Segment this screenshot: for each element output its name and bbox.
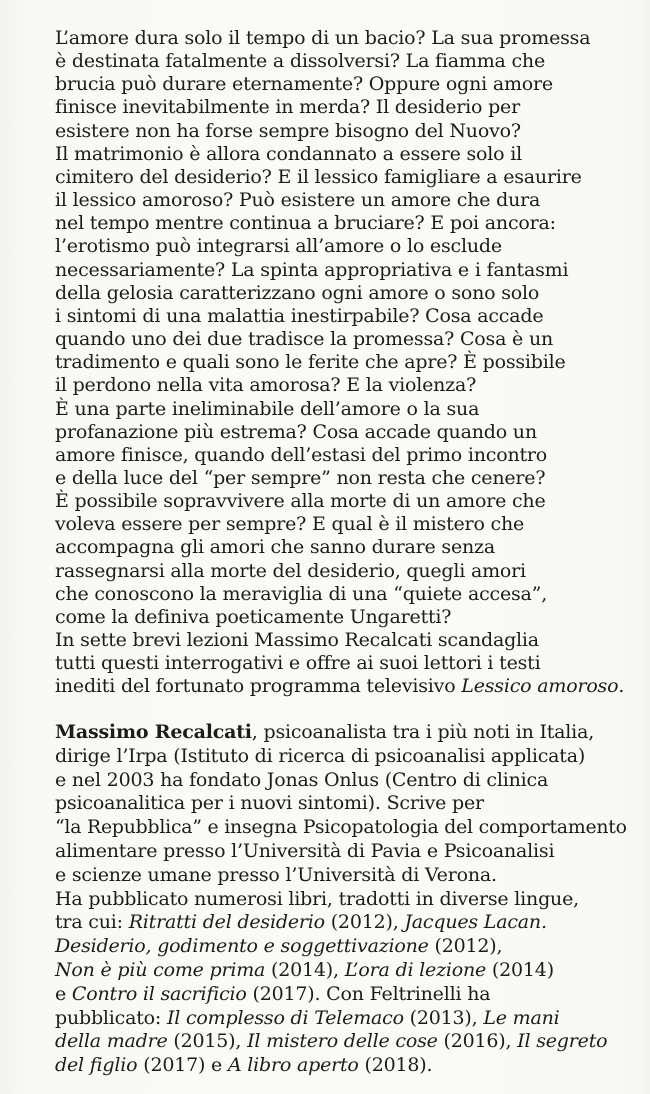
text-segment: cimitero del desiderio? E il lessico famigliare a esaurire (55, 165, 582, 188)
text-line (55, 421, 627, 444)
text-segment: È possibile sopravvivere alla morte di un amore che (55, 490, 546, 513)
author-bio-paragraph (55, 721, 627, 1078)
text-segment: accompagna gli amori che sanno durare senza (55, 536, 495, 559)
text-line (55, 282, 627, 305)
text-line (55, 351, 627, 374)
text-line (55, 96, 627, 119)
text-line (55, 911, 627, 935)
text-segment: e scienze umane presso l’Università di Verona. (55, 863, 497, 886)
text-segment: Il complesso di Telemaco (166, 1006, 404, 1029)
text-segment: e della luce del “per sempre” non resta che cenere? (55, 466, 546, 489)
text-line (55, 166, 627, 189)
text-segment: , psicoanalista tra i più noti in Italia, (251, 721, 595, 743)
synopsis-paragraph (55, 27, 627, 699)
text-line (55, 305, 627, 328)
text-segment: tutti questi interrogativi e offre ai suoi lettori i testi (55, 652, 541, 675)
text-line (55, 864, 627, 888)
text-line (55, 959, 627, 983)
text-segment: Le mani (483, 1006, 560, 1029)
text-segment: Jacques Lacan. (404, 911, 547, 934)
text-segment: Non è più come prima (55, 958, 266, 981)
text-segment: . (618, 675, 625, 698)
text-segment: il perdono nella vita amorosa? E la violenza? (55, 374, 477, 397)
text-line (55, 745, 627, 769)
text-segment: dirige l’Irpa (Istituto di ricerca di psicoanalisi applicata) (55, 744, 586, 767)
text-segment: inediti del fortunato programma televisivo (55, 675, 462, 698)
text-segment: voleva essere per sempre? E qual è il mistero che (55, 513, 525, 536)
text-segment: Massimo Recalcati (55, 721, 252, 743)
text-line (55, 374, 627, 397)
text-segment: Il segreto (517, 1030, 608, 1053)
text-line (55, 1030, 627, 1054)
text-segment: è destinata fatalmente a dissolversi? La fiamma che (55, 50, 546, 73)
text-segment: (2012), (324, 911, 405, 934)
text-line (55, 816, 627, 840)
text-segment: della madre (55, 1030, 168, 1053)
text-segment: i sintomi di una malattia inestirpabile? Cosa accade (55, 304, 544, 327)
text-line (55, 560, 627, 583)
text-segment: nel tempo mentre continua a bruciare? E poi ancora: (55, 212, 556, 235)
text-line (55, 235, 627, 258)
text-line (55, 444, 627, 467)
text-segment: esistere non ha forse sempre bisogno del Nuovo? (55, 119, 521, 142)
text-line (55, 212, 627, 235)
text-line (55, 328, 627, 351)
text-segment: il lessico amoroso? Può esistere un amore che dura (55, 189, 541, 212)
text-line (55, 769, 627, 793)
text-segment: quando uno dei due tradisce la promessa? Cosa è un (55, 328, 554, 351)
text-segment: che conoscono la meraviglia di una “quiete accesa”, (55, 582, 548, 605)
text-segment: (2018). (358, 1054, 433, 1077)
text-line (55, 259, 627, 282)
text-segment: “la Repubblica” e insegna Psicopatologia del comportamento (55, 816, 627, 839)
text-segment: (2012), (428, 935, 503, 958)
text-segment: (2015), (167, 1030, 248, 1053)
text-segment: tra cui: (55, 911, 129, 934)
text-segment: Contro il sacrificio (71, 982, 247, 1005)
text-line (55, 675, 627, 698)
text-line (55, 120, 627, 143)
text-segment: del figlio (55, 1054, 138, 1077)
text-segment: È una parte ineliminabile dell’amore o la sua (55, 397, 480, 420)
text-segment: come la definiva poeticamente Ungaretti? (55, 605, 452, 628)
text-line (55, 490, 627, 513)
text-line (55, 935, 627, 959)
text-segment: Ha pubblicato numerosi libri, tradotti in diverse lingue, (55, 887, 579, 910)
text-line (55, 50, 627, 73)
text-segment: (2017) e (137, 1054, 228, 1077)
text-segment: Il matrimonio è allora condannato a essere solo il (55, 142, 523, 165)
text-line (55, 27, 627, 50)
text-segment: alimentare presso l’Università di Pavia e Psicoanalisi (55, 839, 555, 862)
text-segment: e nel 2003 ha fondato Jonas Onlus (Centro di clinica (55, 768, 549, 791)
text-line (55, 888, 627, 912)
text-segment: necessariamente? La spinta appropriativa e i fantasmi (55, 258, 569, 281)
text-segment: (2016), (437, 1030, 518, 1053)
text-line (55, 398, 627, 421)
text-segment: rassegnarsi alla morte del desiderio, quegli amori (55, 559, 526, 582)
text-segment: L’amore dura solo il tempo di un bacio? La sua promessa (55, 27, 591, 49)
text-line (55, 583, 627, 606)
text-segment: della gelosia caratterizzano ogni amore o sono solo (55, 281, 540, 304)
text-line (55, 467, 627, 490)
text-line (55, 1007, 627, 1031)
text-line (55, 73, 627, 96)
text-segment: l’erotismo può integrarsi all’amore o lo esclude (55, 235, 502, 258)
text-segment: (2013), (403, 1006, 484, 1029)
text-segment: e (55, 982, 72, 1005)
text-segment: Il mistero delle cose (247, 1030, 438, 1053)
text-segment: A libro aperto (227, 1054, 359, 1077)
text-segment: (2017). Con Feltrinelli ha (246, 982, 491, 1005)
text-segment: Ritratti del desiderio (128, 911, 325, 934)
text-segment: profanazione più estrema? Cosa accade quando un (55, 420, 537, 443)
text-segment: pubblicato: (55, 1006, 167, 1029)
text-line (55, 629, 627, 652)
text-line (55, 721, 627, 745)
text-segment: (2014) (486, 958, 554, 981)
text-line (55, 1054, 627, 1078)
text-segment: Lessico amoroso (461, 675, 619, 698)
text-segment: amore finisce, quando dell’estasi del primo incontro (55, 443, 548, 466)
text-segment: Desiderio, godimento e soggettivazione (55, 935, 429, 958)
text-line (55, 652, 627, 675)
text-segment: finisce inevitabilmente in merda? Il desiderio per (55, 96, 520, 119)
text-line (55, 189, 627, 212)
text-segment: tradimento e quali sono le ferite che apre? È possibile (55, 351, 566, 374)
text-line (55, 792, 627, 816)
text-segment: (2014), (265, 958, 345, 981)
text-line (55, 536, 627, 559)
text-segment: L’ora di lezione (344, 958, 487, 981)
text-line (55, 143, 627, 166)
text-line (55, 983, 627, 1007)
text-line (55, 513, 627, 536)
text-line (55, 606, 627, 629)
text-segment: psicoanalitica per i nuovi sintomi). Scrive per (55, 792, 484, 815)
text-line (55, 840, 627, 864)
text-segment: brucia può durare eternamente? Oppure ogni amore (55, 73, 553, 96)
text-segment: In sette brevi lezioni Massimo Recalcati scandaglia (55, 629, 539, 652)
